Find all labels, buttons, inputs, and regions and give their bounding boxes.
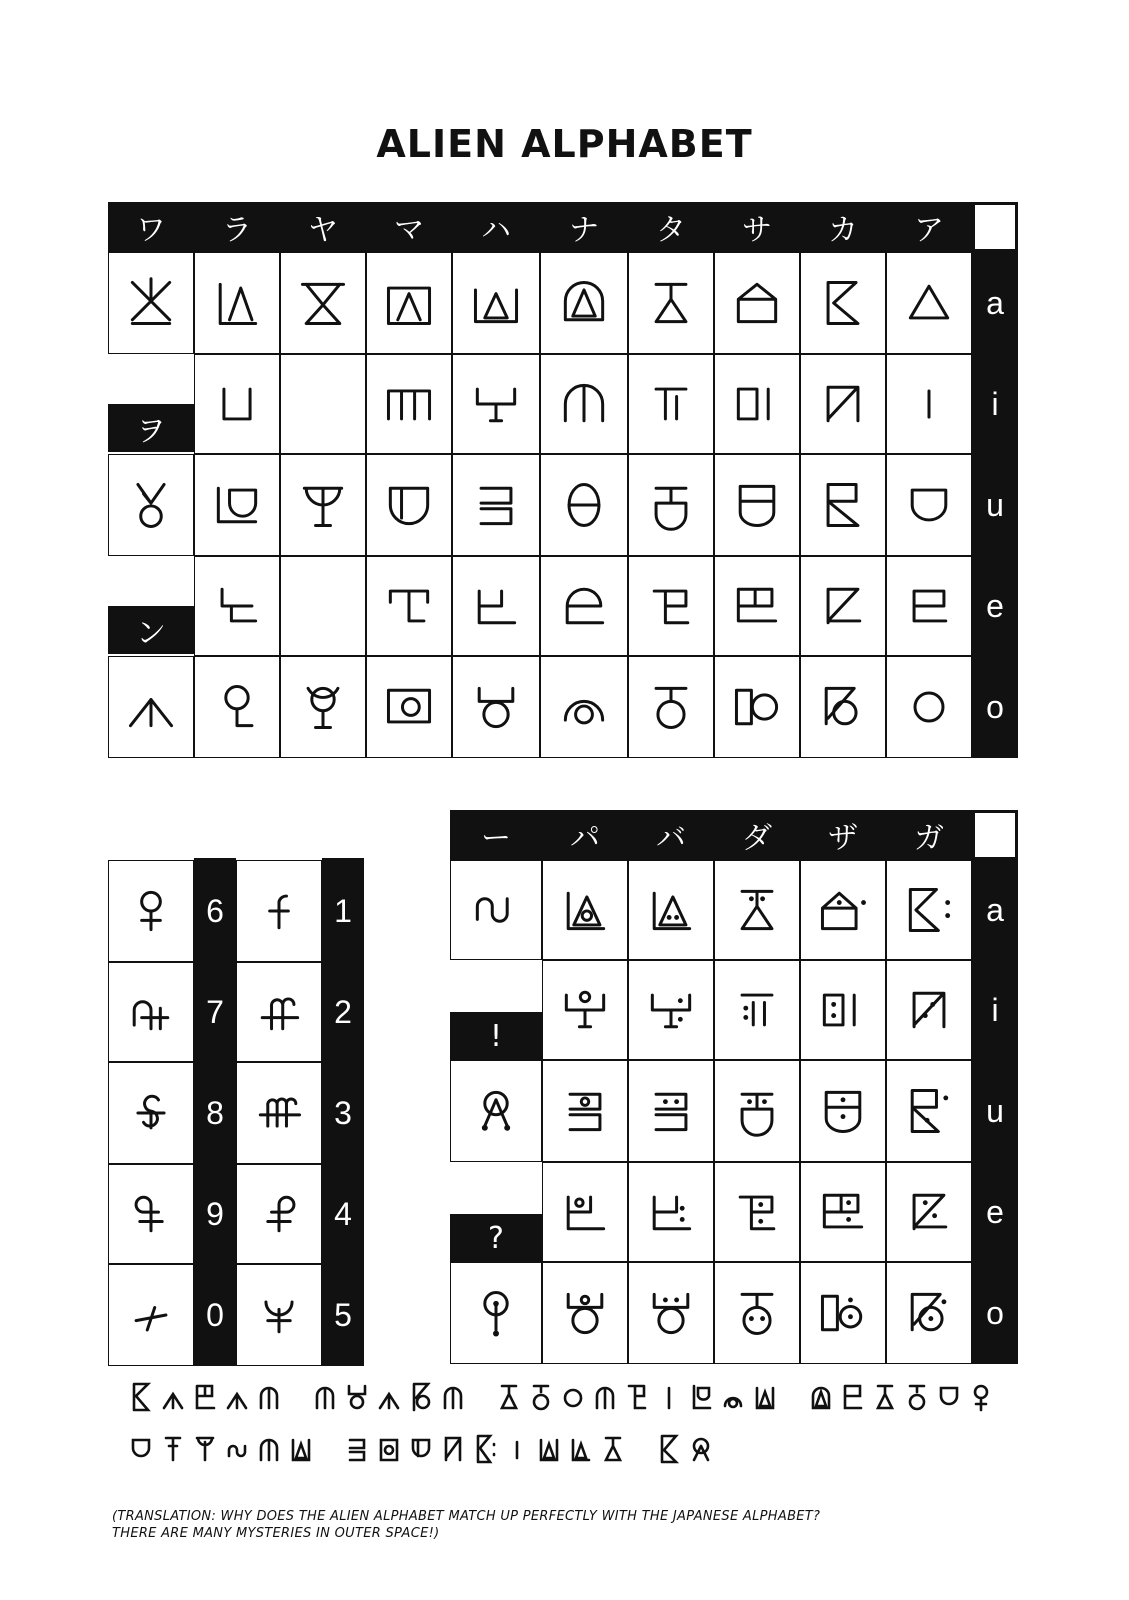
translation-line-2: THERE ARE MANY MYSTERIES IN OUTER SPACE!): [112, 1526, 440, 1541]
number-label-5: 5: [322, 1264, 364, 1366]
msg-glyph: [474, 1432, 496, 1466]
alien-message: [130, 1380, 1030, 1484]
glyph-za: [800, 860, 886, 960]
msg-glyph: [226, 1432, 248, 1466]
msg-glyph: [722, 1380, 744, 1414]
bottom-row-label-a: a: [972, 860, 1018, 960]
number-label-2: 2: [322, 962, 364, 1062]
bottom-row-label-u: u: [972, 1060, 1018, 1162]
msg-glyph: [594, 1380, 616, 1414]
glyph-ba: [628, 860, 714, 960]
msg-glyph: [906, 1380, 928, 1414]
corner-box-bottom: [972, 810, 1018, 860]
msg-glyph: [570, 1432, 592, 1466]
glyph-be: [628, 1162, 714, 1262]
page-title: ALIEN ALPHABET: [376, 122, 753, 166]
col-header-ka: カ: [800, 202, 886, 252]
msg-glyph: [938, 1380, 960, 1414]
row-label-e: e: [972, 556, 1018, 656]
glyph-pi: [542, 960, 628, 1060]
alien-message-line-1: [130, 1380, 1030, 1414]
msg-glyph: [626, 1380, 648, 1414]
glyph-pa: [542, 860, 628, 960]
msg-glyph: [258, 1432, 280, 1466]
msg-glyph: [258, 1380, 280, 1414]
glyph-ze: [800, 1162, 886, 1262]
msg-glyph: [690, 1432, 712, 1466]
msg-glyph: [538, 1432, 560, 1466]
msg-glyph: [226, 1380, 248, 1414]
msg-glyph: [378, 1432, 400, 1466]
msg-glyph: [130, 1432, 152, 1466]
translation-note: [112, 1508, 1012, 1542]
glyph-question: [450, 1262, 542, 1364]
row-label-u: u: [972, 454, 1018, 556]
msg-glyph: [410, 1432, 432, 1466]
msg-glyph: [346, 1432, 368, 1466]
col-header-za: ザ: [800, 810, 886, 860]
glyph-do: [714, 1262, 800, 1364]
number-label-4: 4: [322, 1164, 364, 1264]
label-wo: ヲ: [108, 404, 194, 452]
glyph-ji: [800, 960, 886, 1060]
label-n: ン: [108, 606, 194, 654]
col-header-ma: マ: [366, 202, 452, 252]
number-label-0: 0: [194, 1264, 236, 1366]
translation-line-1: (TRANSLATION: WHY DOES THE ALIEN ALPHABET MATCH UP PERFECTLY WITH THE JAPANESE ALPHABET?: [112, 1509, 821, 1524]
msg-glyph: [410, 1380, 432, 1414]
glyph-bi: [628, 960, 714, 1060]
msg-glyph: [842, 1380, 864, 1414]
msg-glyph: [562, 1380, 584, 1414]
col-header-ha: ハ: [452, 202, 540, 252]
msg-glyph: [130, 1380, 152, 1414]
msg-glyph: [442, 1432, 464, 1466]
glyph-da: [714, 860, 800, 960]
bottom-row-label-o: o: [972, 1262, 1018, 1364]
glyph-bo: [628, 1262, 714, 1364]
msg-glyph: [754, 1380, 776, 1414]
msg-glyph: [874, 1380, 896, 1414]
msg-glyph: [506, 1432, 528, 1466]
number-label-7: 7: [194, 962, 236, 1062]
col-header-a: ア: [886, 202, 972, 252]
msg-glyph: [970, 1380, 992, 1414]
glyph-gi: [886, 960, 972, 1060]
glyph-du: [714, 1060, 800, 1162]
number-label-8: 8: [194, 1062, 236, 1164]
label-question: ?: [450, 1214, 542, 1262]
col-header-ya: ヤ: [280, 202, 366, 252]
col-header-dash: ー: [450, 810, 542, 860]
glyph-bu: [628, 1060, 714, 1162]
bottom-row-label-i: i: [972, 960, 1018, 1060]
msg-glyph: [658, 1380, 680, 1414]
bottom-row-label-e: e: [972, 1162, 1018, 1262]
alien-message-line-2: [130, 1432, 1030, 1466]
msg-glyph: [346, 1380, 368, 1414]
msg-glyph: [530, 1380, 552, 1414]
msg-glyph: [162, 1432, 184, 1466]
number-label-1: 1: [322, 860, 364, 962]
glyph-pe: [542, 1162, 628, 1262]
msg-glyph: [194, 1380, 216, 1414]
glyph-go: [886, 1262, 972, 1364]
glyph-zo: [800, 1262, 886, 1364]
msg-glyph: [658, 1432, 680, 1466]
col-header-na: ナ: [540, 202, 628, 252]
glyph-ge: [886, 1162, 972, 1262]
msg-glyph: [378, 1380, 400, 1414]
msg-glyph: [290, 1432, 312, 1466]
glyph-pu: [542, 1060, 628, 1162]
msg-glyph: [314, 1380, 336, 1414]
col-header-da: ダ: [714, 810, 800, 860]
number-label-9: 9: [194, 1164, 236, 1264]
glyph-di: [714, 960, 800, 1060]
glyph-gu: [886, 1060, 972, 1162]
glyph-exclaim: [450, 1060, 542, 1162]
col-header-ga: ガ: [886, 810, 972, 860]
col-header-wa: ワ: [108, 202, 194, 252]
row-label-i: i: [972, 354, 1018, 454]
row-label-a: a: [972, 252, 1018, 354]
col-header-sa: サ: [714, 202, 800, 252]
number-label-3: 3: [322, 1062, 364, 1164]
msg-glyph: [810, 1380, 832, 1414]
number-label-6: 6: [194, 860, 236, 962]
glyph-long-vowel: [450, 860, 542, 960]
row-label-o: o: [972, 656, 1018, 758]
col-header-ba: バ: [628, 810, 714, 860]
msg-glyph: [194, 1432, 216, 1466]
col-header-pa: パ: [542, 810, 628, 860]
glyph-ga: [886, 860, 972, 960]
msg-glyph: [162, 1380, 184, 1414]
msg-glyph: [442, 1380, 464, 1414]
glyph-de: [714, 1162, 800, 1262]
label-exclamation: !: [450, 1012, 542, 1060]
glyph-zu: [800, 1060, 886, 1162]
msg-glyph: [690, 1380, 712, 1414]
col-header-ra: ラ: [194, 202, 280, 252]
msg-glyph: [498, 1380, 520, 1414]
glyph-po: [542, 1262, 628, 1364]
col-header-ta: タ: [628, 202, 714, 252]
msg-glyph: [602, 1432, 624, 1466]
